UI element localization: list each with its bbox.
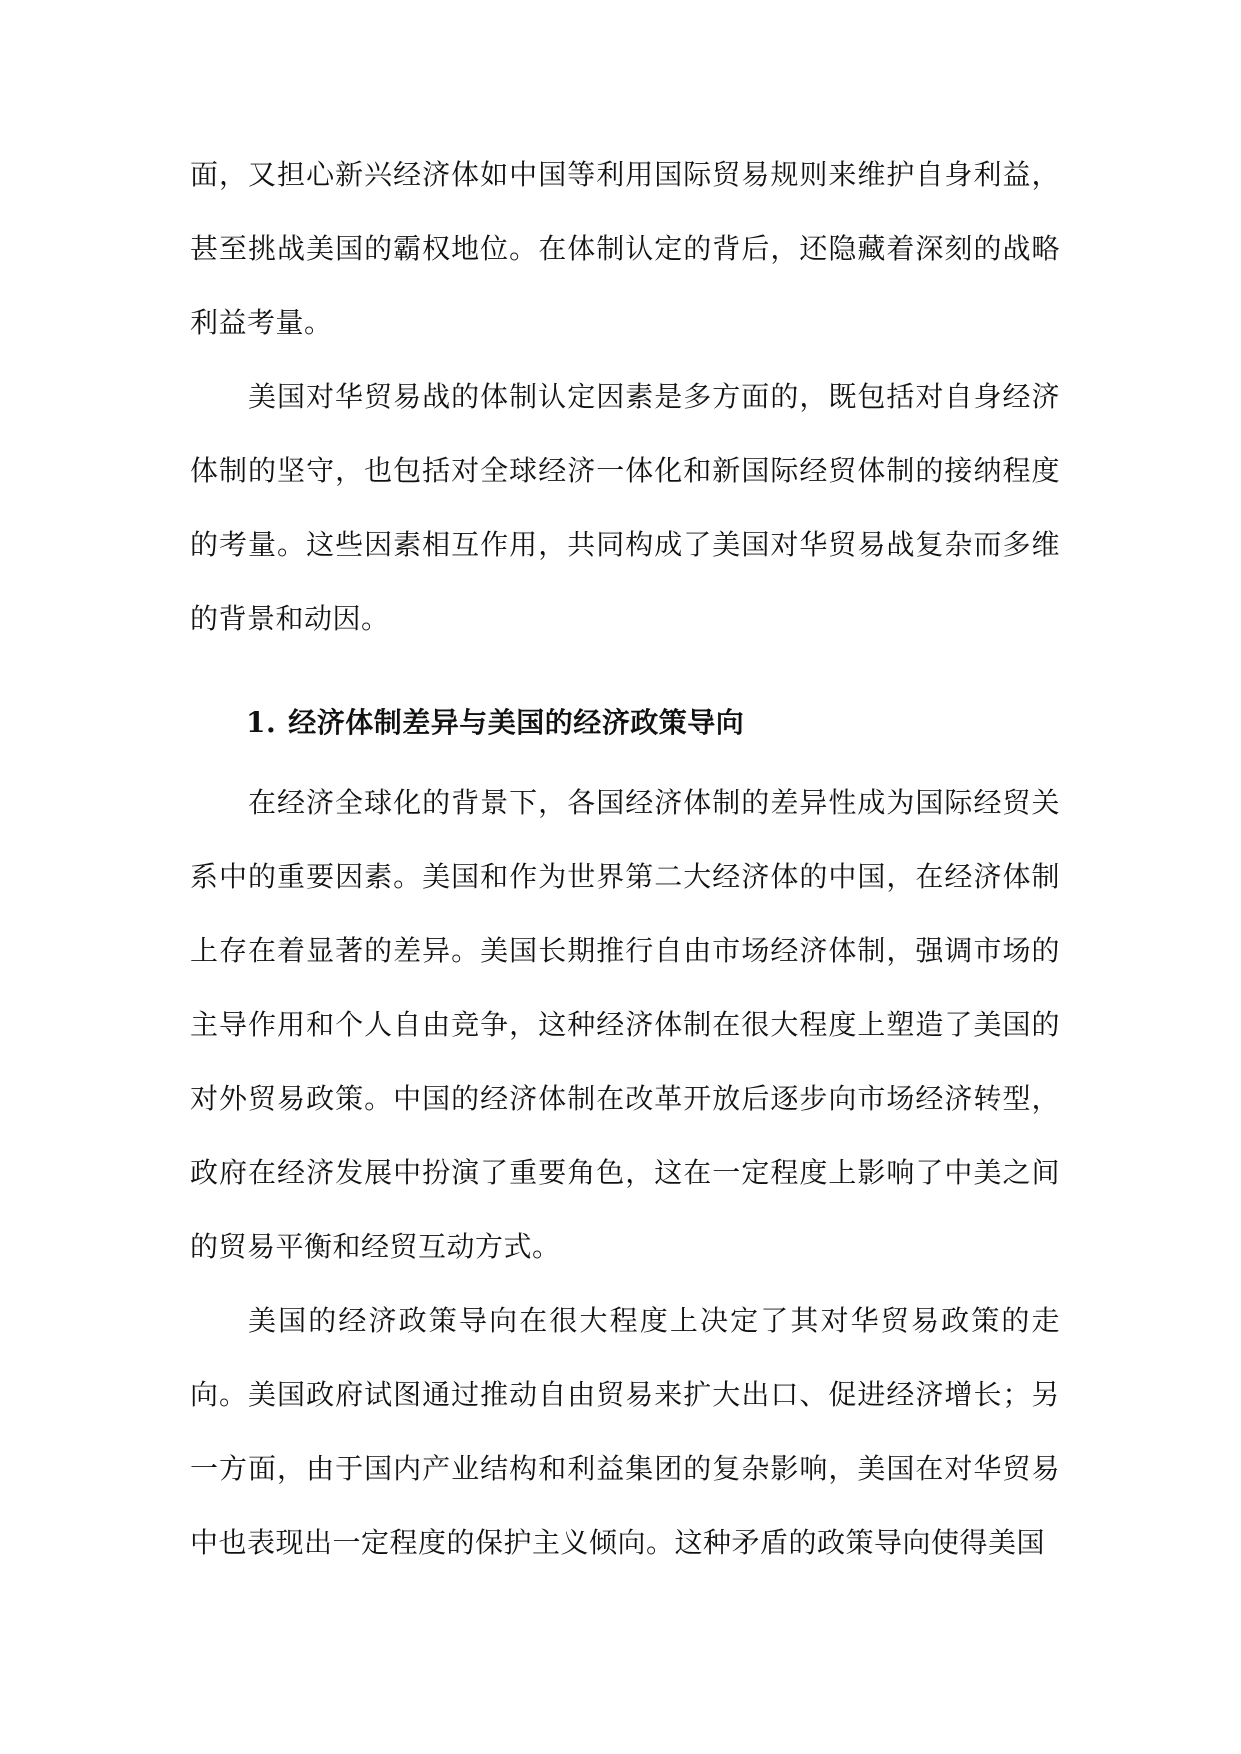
- section-title: 经济体制差异与美国的经济政策导向: [288, 706, 745, 739]
- paragraph-policy-orientation: 美国的经济政策导向在很大程度上决定了其对华贸易政策的走向。美国政府试图通过推动自由贸易来扩大出口、促进经济增长；另一方面，由于国内产业结构和利益集团的复杂影响，美国在对华贸易中也表现出一定程度的保护主义倾向。这种矛盾的政策导向使得美国: [190, 1304, 1060, 1559]
- section-heading: [190, 686, 1060, 760]
- paragraph-system-factors: 美国对华贸易战的体制认定因素是多方面的，既包括对自身经济体制的坚守，也包括对全球经济一体化和新国际经贸体制的接纳程度的考量。这些因素相互作用，共同构成了美国对华贸易战复杂而多维的背景和动因。: [190, 380, 1060, 635]
- paragraph-economic-differences: 在经济全球化的背景下，各国经济体制的差异性成为国际经贸关系中的重要因素。美国和作为世界第二大经济体的中国，在经济体制上存在着显著的差异。美国长期推行自由市场经济体制，强调市场的主导作用和个人自由竞争，这种经济体制在很大程度上塑造了美国的对外贸易政策。中国的经济体制在改革开放后逐步向市场经济转型，政府在经济发展中扮演了重要角色，这在一定程度上影响了中美之间的贸易平衡和经贸互动方式。: [190, 786, 1060, 1263]
- paragraph-continued: 面，又担心新兴经济体如中国等利用国际贸易规则来维护自身利益，甚至挑战美国的霸权地位。在体制认定的背后，还隐藏着深刻的战略利益考量。: [190, 158, 1060, 339]
- section-number: 1.: [246, 706, 277, 739]
- document-body: [190, 138, 1060, 1580]
